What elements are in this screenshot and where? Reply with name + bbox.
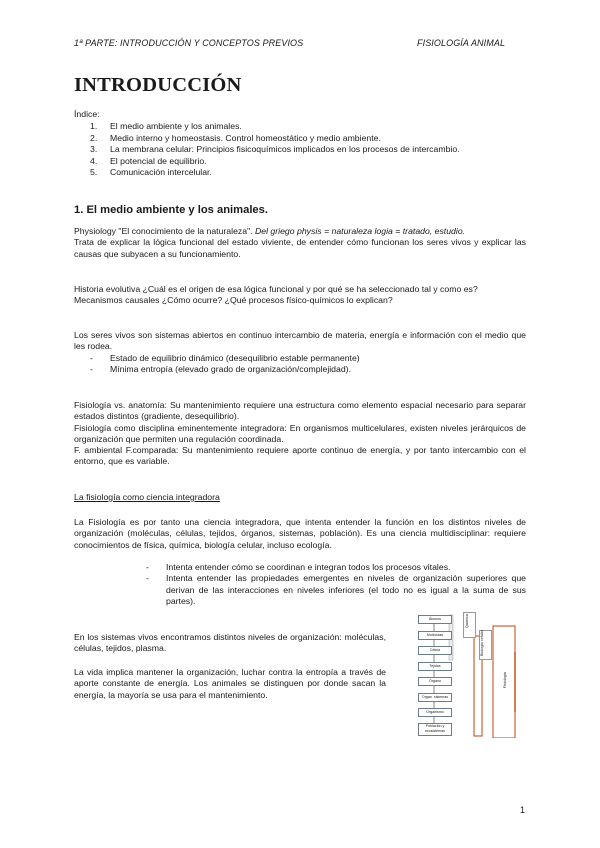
index-item: 5. Comunicación intercelular. [90,167,212,178]
side-label: Biología celular [480,630,484,656]
list-item: - Estado de equilibrio dinámico (desequilibrio estable permanente) [110,353,360,364]
page-title: INTRODUCCIÓN [74,74,242,96]
paragraph-open-systems: Los seres vivos son sistemas abiertos en continuo intercambio de materia, energía e información con el medio que les rodea. [74,330,526,352]
list-item: - Mínima entropía (elevado grado de organización/complejidad). [110,364,360,375]
level-box: Organ. sistemas [418,693,452,702]
organization-levels-diagram [403,612,526,738]
list-item: - Intenta entender las propiedades emergentes en niveles de organización superiores que derivan de las interacciones en niveles inferiores (el todo no es igual a la suma de sus partes). [166,573,526,607]
level-box: Célula [418,646,452,655]
side-label: Química [465,614,469,629]
paragraph-levels: En los sistemas vivos encontramos distintos niveles de organización: moléculas, células, tejidos, plasma. [74,632,386,654]
header-left: 1ª PARTE: INTRODUCCIÓN Y CONCEPTOS PREVIOS [74,38,304,48]
level-box: Tejidos [418,662,452,671]
side-label: Fisiología [503,672,507,689]
index-list [90,121,460,179]
index-label: Índice: [74,109,100,119]
paragraph-physiology: Physiology "El conocimiento de la naturaleza". Del griego physis = naturaleza logia = tratado, estudio. Trata de explicar la lógica funcional del estado viviente, de entender cómo funcionan los seres vivos y explicar las causas que subyacen a su funcionamiento. [74,226,526,259]
index-item: 3. La membrana celular: Principios fisicoquímicos implicados en los procesos de intercambio. [90,144,460,155]
level-box: Órgano [418,677,452,686]
level-box: Población y ecosistemas [418,723,452,736]
section-heading: 1. El medio ambiente y los animales. [74,204,268,216]
paragraph-evolution: Historia evolutiva ¿Cuál es el origen de esa lógica funcional y por qué se ha seleccionado tal y como es? Mecanismos causales ¿Cómo ocurre? ¿Qué procesos físico-químicos lo explican? [74,284,478,306]
paragraph-entropy: La vida implica mantener la organización, luchar contra la entropía a través de aporte constante de energía. Los animales se distinguen por donde sacan la energía, la mayoría se usa para el mantenimiento. [74,667,386,700]
paragraph-anatomy: Fisiología vs. anatomía: Su mantenimiento requiere una estructura como elemento espacial necesario para separar estados distintos (gradiente, desequilibrio). Fisiología como disciplina eminentemente integradora: En organismos multicelulares, existen niveles jerárquicos de organización que permiten una regulación coordinada. F. ambiental F.comparada: Su mantenimiento requiere aporte continuo de energía, y por tanto intercambio con el entorno, que es variable. [74,400,526,467]
bullet-list-integration [166,562,526,607]
level-box: Átomos [418,615,452,624]
index-item: 2. Medio interno y homeostasis. Control homeostático y medio ambiente. [90,132,381,143]
list-item: - Intenta entender cómo se coordinan e integran todos los procesos vitales. [166,562,526,573]
bullet-list-equilibrium [110,353,360,376]
level-box: Organismo [418,708,452,717]
index-item: 1. El medio ambiente y los animales. [90,121,242,131]
level-box: Moléculas [418,631,452,640]
page-number: 1 [520,805,526,815]
subsection-heading: La fisiología como ciencia integradora [74,492,220,502]
paragraph-integrative: La Fisiología es por tanto una ciencia integradora, que intenta entender la función en los distintos niveles de organización (moléculas, células, tejidos, órganos, sistemas, población). Es una ciencia multidisciplinar: requiere conocimientos de física, química, biología celular, incluso ecología. [74,517,526,550]
index-item: 4. El potencial de equilibrio. [90,155,207,166]
header-right: FISIOLOGÍA ANIMAL [417,38,506,48]
